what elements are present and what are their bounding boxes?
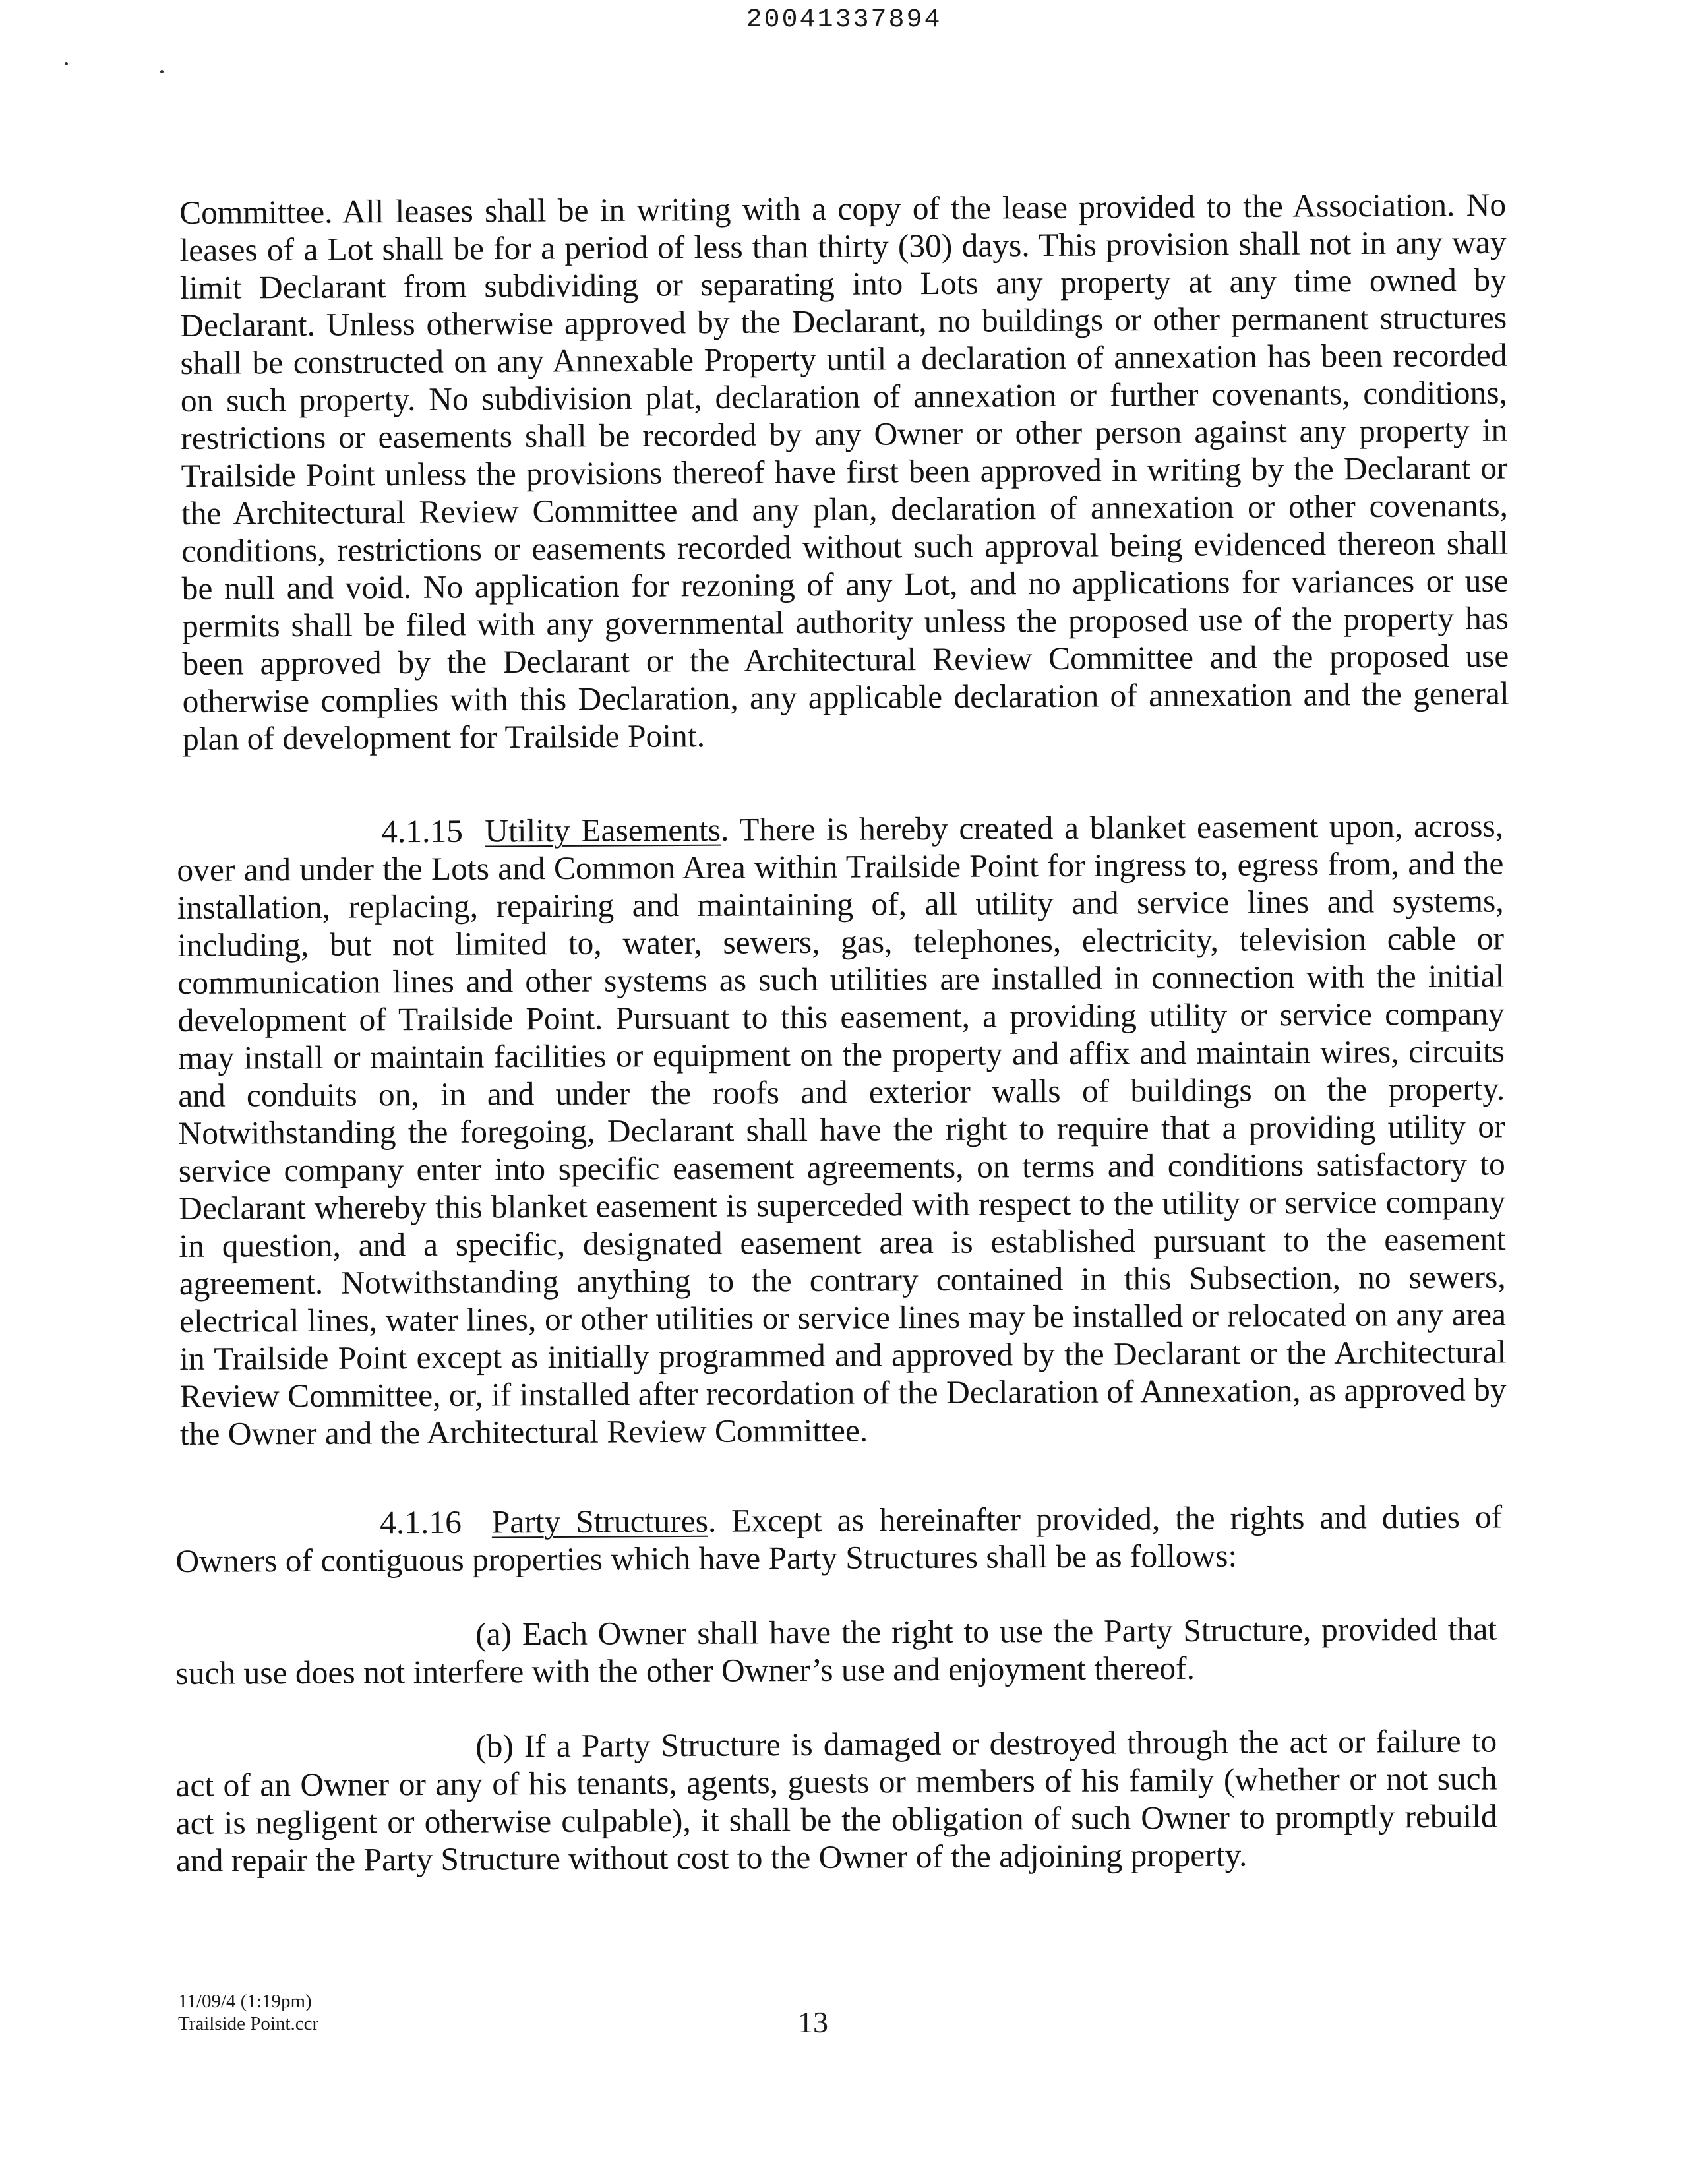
indent-spacer: [175, 1533, 380, 1534]
clause-b-text: (b) If a Party Structure is damaged or destroyed through the act or failure to act of an Owner or any of his tenants, agents, guests or members of his family (whether or not such act is negligent or otherwise culpable), it shall be the obligation of such Owner to promptly rebuild and repair the Party Structure without cost to the Owner of the adjoining property.: [175, 1722, 1497, 1879]
footer-filename: Trailside Point.ccr: [178, 2013, 319, 2034]
section-4-1-16: [175, 1498, 1503, 1580]
section-heading-utility-easements: Utility Easements: [485, 811, 721, 849]
clause-b: [175, 1722, 1497, 1879]
section-body-party-structures: . Except as hereinafter provided, the rights and duties of Owners of contiguous properties which have Party Structures shall be as follows:: [175, 1498, 1503, 1579]
indent-spacer: [175, 1757, 475, 1759]
section-body-utility-easements: . There is hereby created a blanket easement upon, across, over and under the Lots and Common Area within Trailside Point for ingress to, egress from, and the installation, replacing, repairing and maintaining of, all utility and service lines and systems, including, but not limited to, water, sewers, gas, telephones, electricity, television cable or communication lines and other systems as such utilities are installed in connection with the initial development of Trailside Point. Pursuant to this easement, a providing utility or service company may install or maintain facilities or equipment on the property and affix and maintain wires, circuits and conduits on, in and under the roofs and exterior walls of buildings on the property. Notwithstanding the foregoing, Declarant shall have the right to require that a providing utility or service company enter into specific easement agreements, on terms and conditions satisfactory to Declarant whereby this blanket easement is superceded with respect to the utility or service company in question, and a specific, designated easement area is established pursuant to the easement agreement. Notwithstanding anything to the contrary contained in this Subsection, no sewers, electrical lines, water lines, or other utilities or service lines may be installed or relocated on any area in Trailside Point except as initially programmed and approved by the Declarant or the Architectural Review Committee, or, if installed after recordation of the Declaration of Annexation, as approved by the Owner and the Architectural Review Committee.: [177, 807, 1507, 1452]
paragraph-lease-continuation: [179, 186, 1509, 758]
footer-date: 11/09/4 (1:19pm): [178, 1991, 312, 2012]
section-heading-party-structures: Party Structures: [491, 1502, 709, 1540]
page-number: 13: [798, 2005, 828, 2039]
paragraph-lease-text: Committee. All leases shall be in writing with a copy of the lease provided to the Association. No leases of a Lot shall be for a period of less than thirty (30) days. This provision shall not in any way limit Declarant from subdividing or separating into Lots any property at any time owned by Declarant. Unless otherwise approved by the Declarant, no buildings or other permanent structures shall be constructed on any Annexable Property until a declaration of annexation has been recorded on such property. No subdivision plat, declaration of annexation or further covenants, conditions, restrictions or easements shall be recorded by any Owner or other person against any property in Trailside Point unless the provisions thereof have first been approved in writing by the Declarant or the Architectural Review Committee and any plan, declaration of annexation or other covenants, conditions, restrictions or easements recorded without such approval being evidenced thereon shall be null and void. No application for rezoning of any Lot, and no applications for variances or use permits shall be filed with any governmental authority unless the proposed use of the property has been approved by the Declarant or the Architectural Review Committee and the proposed use otherwise complies with this Declaration, any applicable declaration of annexation and the general plan of development for Trailside Point.: [179, 186, 1509, 757]
indent-spacer: [175, 1645, 475, 1647]
section-number: 4.1.15: [381, 812, 464, 850]
document-number: 20041337894: [746, 5, 942, 35]
footer-file-info: [178, 1990, 318, 2035]
clause-a-text: (a) Each Owner shall have the right to use the Party Structure, provided that such use does not interfere with the other Owner’s use and enjoyment thereof.: [175, 1610, 1497, 1691]
section-number: 4.1.16: [380, 1503, 462, 1541]
indent-spacer: [177, 842, 381, 843]
section-4-1-15: [177, 806, 1507, 1453]
scan-speck: [160, 70, 164, 73]
scan-speck: [65, 62, 68, 65]
clause-a: [175, 1610, 1497, 1692]
